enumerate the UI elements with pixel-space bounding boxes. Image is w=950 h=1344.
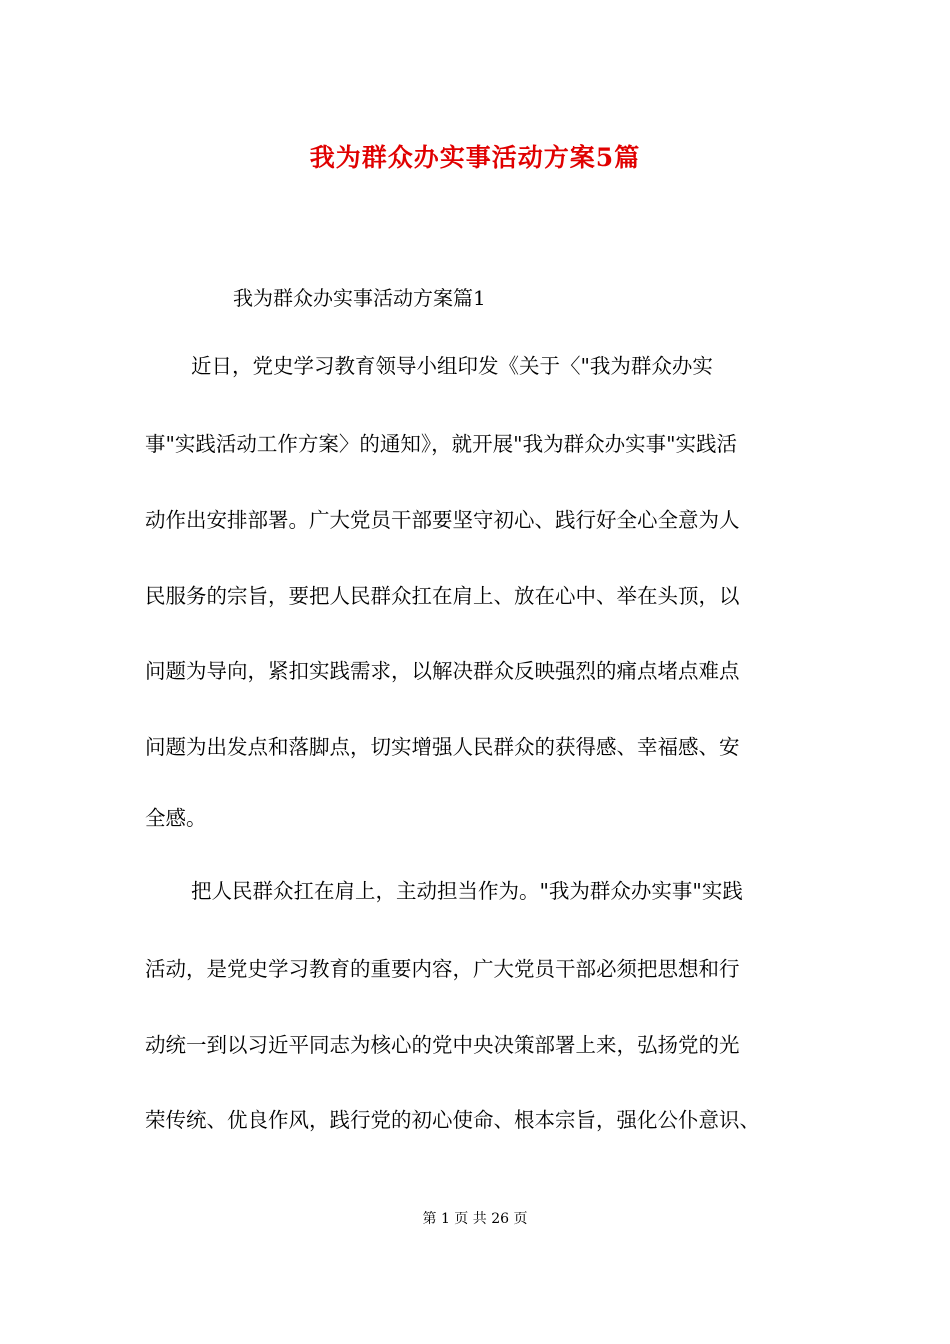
document-title: 我为群众办实事活动方案5篇 [309, 143, 641, 172]
paragraph-line: 民服务的宗旨，要把人民群众扛在肩上、放在心中、举在头顶，以 [145, 584, 740, 608]
paragraph-line: 问题为出发点和落脚点，切实增强人民群众的获得感、幸福感、安 [145, 735, 740, 759]
paragraph-line: 近日，党史学习教育领导小组印发《关于〈"我为群众办实 [191, 354, 713, 378]
paragraph-line: 全感。 [145, 806, 207, 830]
paragraph-line: 荣传统、优良作风，践行党的初心使命、根本宗旨，强化公仆意识、 [145, 1108, 760, 1132]
paragraph-line: 把人民群众扛在肩上，主动担当作为。"我为群众办实事"实践 [191, 879, 743, 903]
paragraph-line: 事"实践活动工作方案〉的通知》，就开展"我为群众办实事"实践活 [145, 432, 738, 456]
section-heading: 我为群众办实事活动方案篇1 [233, 286, 486, 310]
paragraph-line: 动统一到以习近平同志为核心的党中央决策部署上来，弘扬党的光 [145, 1033, 740, 1057]
page-footer: 第 1 页 共 26 页 [422, 1211, 528, 1227]
paragraph-line: 问题为导向，紧扣实践需求，以解决群众反映强烈的痛点堵点难点 [145, 659, 740, 683]
paragraph-line: 活动，是党史学习教育的重要内容，广大党员干部必须把思想和行 [145, 957, 740, 981]
paragraph-line: 动作出安排部署。广大党员干部要坚守初心、践行好全心全意为人 [145, 508, 740, 532]
